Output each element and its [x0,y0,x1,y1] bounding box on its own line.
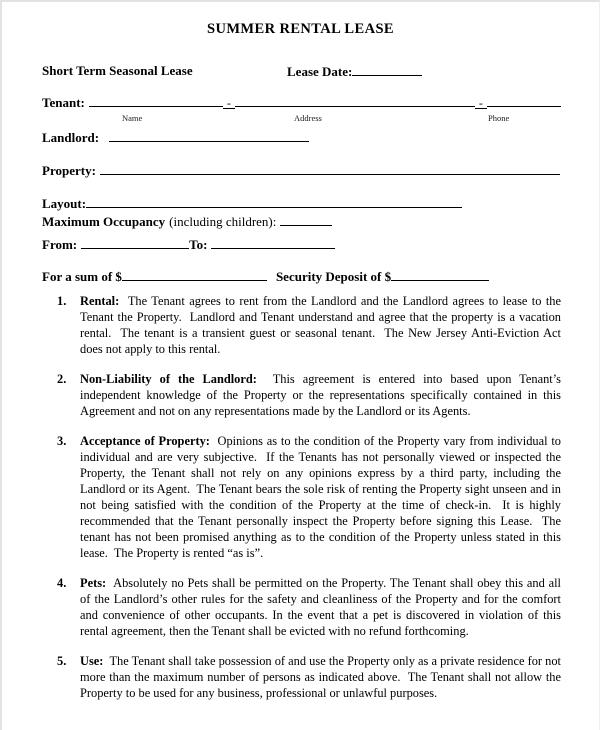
clause-number: 1. [57,294,67,308]
clause-title: Use: [80,654,104,668]
max-occupancy-label: Maximum Occupancy [42,214,166,229]
clause-item-use [57,653,565,701]
clause-title: Pets: [80,576,107,590]
to-date-blank [211,236,335,249]
landlord-blank [109,129,309,142]
clause-item-pets [57,575,565,639]
clause-body: Opinions as to the condition of the Property vary from individual to individual and are very subjective. If the Tenants has not personally viewed or inspected the Property, the Tenant shall not rely on any opinions express by a third party, including the Landlord or its Agent. The Tenant bears the sole risk of renting the Property sight unseen and in not being satisfied with the condition of the Property at the time of check-in. It is highly recommended that the Tenant personally inspect the Property before signing this Lease. The tenant has not been promised anything as to the condition of the Property unless stated in this lease. The Property is rented “as is”. [80,434,565,560]
rent-sum-blank [122,268,267,281]
clause-number: 4. [57,576,67,590]
to-label: To: [189,237,208,252]
clause-body: The Tenant shall take possession of and use the Property only as a private residence for not more than the maximum number of persons as indicated above. The Tenant shall not allow the Property to be used for any business, professional or unlawful purposes. [80,654,565,700]
clause-body: The Tenant agrees to rent from the Landlord and the Landlord agrees to lease to the Tenant the Property. Landlord and Tenant understand and agree that the property is a vacation rental. The tenant is a transient guest or seasonal tenant. The New Jersey Anti-Eviction Act does not apply to this rental. [80,294,565,356]
clause-body: This agreement is entered into based upon Tenant’s independent knowledge of the Property or the representations specifically contained in this Agreement and not on any representations made by the Landlord or its Agents. [80,372,565,418]
clause-title: Acceptance of Property: [80,434,210,448]
deposit-label: Security Deposit of $ [275,269,392,284]
security-deposit-blank [391,268,489,281]
clause-text [80,653,565,701]
clause-item-acceptance [57,433,565,561]
lease-date-label: Lease Date: [287,64,353,79]
tenant-phone-sublabel: Phone [488,113,510,123]
property-label: Property: [42,163,96,178]
clause-title: Rental: [80,294,120,308]
tenant-separator: - [223,96,235,109]
lease-type-label: Short Term Seasonal Lease [42,63,193,78]
document-title: SUMMER RENTAL LEASE [206,21,394,37]
tenant-separator: - [475,96,487,109]
from-label: From: [42,237,78,252]
clause-list [57,293,565,715]
layout-blank [86,195,462,208]
from-date-blank [81,236,189,249]
clause-item-rental [57,293,565,357]
tenant-name-sublabel: Name [122,113,143,123]
clause-text [80,433,565,561]
clause-text [80,575,565,639]
clause-title: Non-Liability of the Landlord: [80,372,257,386]
clause-text [80,293,565,357]
clause-text [80,371,565,419]
property-blank [100,162,560,175]
max-occupancy-blank [280,213,332,226]
tenant-name-blank [89,94,223,107]
clause-number: 3. [57,434,67,448]
clause-body: Absolutely no Pets shall be permitted on the Property. The Tenant shall obey this and all of the Landlord’s other rules for the safety and cleanliness of the Property and for the comfort and convenience of other occupants. In the event that a pet is discovered in violation of this rental agreement, then the Tenant shall be evicted with no refund forthcoming. [80,576,565,638]
max-occupancy-note: (including children): [169,214,277,229]
clause-number: 5. [57,654,67,668]
tenant-phone-blank [487,94,561,107]
tenant-label: Tenant: [42,95,85,110]
lease-date-blank [352,63,422,76]
clause-number: 2. [57,372,67,386]
tenant-address-blank [235,94,475,107]
tenant-address-sublabel: Address [294,113,322,123]
landlord-label: Landlord: [42,130,100,145]
clause-item-non-liability [57,371,565,419]
sum-label: For a sum of $ [42,269,122,284]
layout-label: Layout: [42,196,87,211]
